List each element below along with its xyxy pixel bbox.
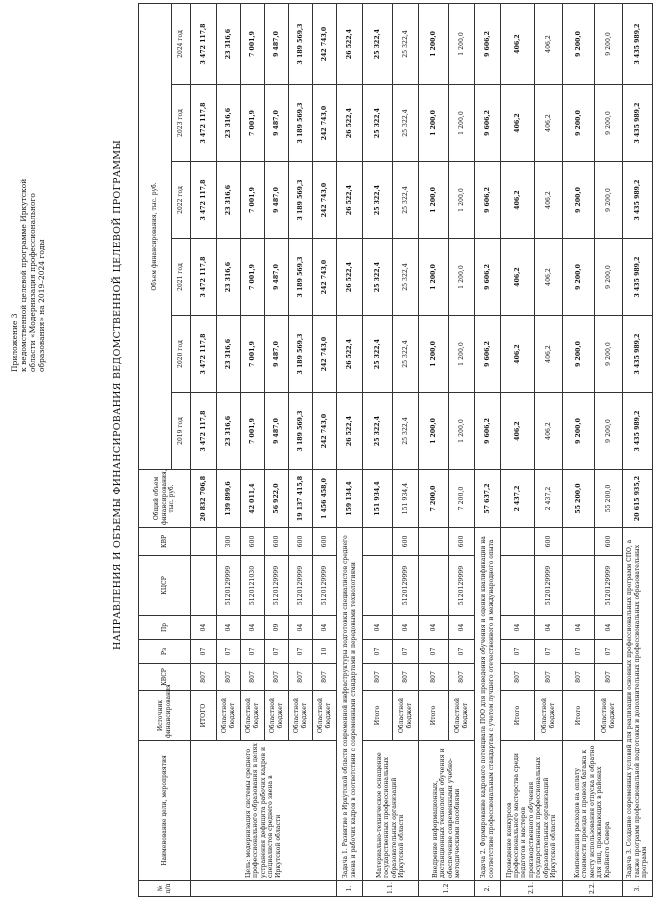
rz-cell: 07: [289, 640, 313, 664]
year-value-cell: 1 200,0: [419, 316, 449, 393]
pr-cell: 04: [191, 616, 217, 640]
year-value-cell: 406,2: [501, 316, 535, 393]
rz-cell: 10: [313, 640, 337, 664]
table-body: [191, 3, 653, 896]
year-value-cell: 9 487,0: [265, 239, 289, 316]
year-value-cell: 406,2: [535, 316, 563, 393]
year-value-cell: 25 322,4: [393, 85, 419, 162]
row-number: 2.1.: [501, 881, 563, 897]
kcsr-cell: 5120129999: [313, 556, 337, 616]
year-value-cell: 9 606,2: [475, 393, 501, 470]
total-cell: 159 134,4: [337, 470, 363, 528]
rz-cell: 07: [501, 640, 535, 664]
year-value-cell: 25 322,4: [363, 162, 393, 239]
source-cell: Итого: [501, 691, 535, 741]
total-cell: 57 637,2: [475, 470, 501, 528]
col-year-header: 2020 год: [172, 316, 191, 393]
row-number: 1.2: [419, 881, 475, 897]
kvr-cell: [563, 528, 595, 556]
year-value-cell: 242 743,0: [313, 239, 337, 316]
rz-cell: 07: [217, 640, 241, 664]
year-value-cell: 25 322,4: [363, 316, 393, 393]
year-value-cell: 26 522,4: [337, 316, 363, 393]
year-value-cell: 7 001,9: [241, 162, 265, 239]
kvr-cell: 600: [449, 528, 475, 556]
year-value-cell: 9 200,0: [595, 239, 623, 316]
year-value-cell: 3 435 989,2: [623, 162, 653, 239]
year-value-cell: 406,2: [501, 239, 535, 316]
pr-cell: 04: [501, 616, 535, 640]
kcsr-cell: 5120121030: [241, 556, 265, 616]
year-value-cell: 242 743,0: [313, 162, 337, 239]
year-value-cell: 23 316,6: [217, 3, 241, 84]
year-value-cell: 9 606,2: [475, 162, 501, 239]
row-number: 2.: [475, 881, 501, 897]
source-cell: Областной бюджет: [449, 691, 475, 741]
year-value-cell: 23 316,6: [217, 85, 241, 162]
year-value-cell: 406,2: [535, 239, 563, 316]
year-value-cell: 26 522,4: [337, 162, 363, 239]
row-number: 2.2.: [563, 881, 623, 897]
kcsr-cell: 5120129999: [595, 556, 623, 616]
kvr-cell: 300: [217, 528, 241, 556]
source-cell: Областной бюджет: [265, 691, 289, 741]
col-name-header: Наименование цели, мероприятия: [139, 741, 191, 881]
year-value-cell: 25 322,4: [393, 316, 419, 393]
appendix-line: области «Модернизация профессионального: [28, 193, 37, 372]
year-value-cell: 9 200,0: [563, 162, 595, 239]
year-value-cell: 9 606,2: [475, 239, 501, 316]
col-total-header: Общий объем финансирования, тыс. руб.: [139, 470, 191, 528]
year-value-cell: 242 743,0: [313, 393, 337, 470]
total-cell: 55 200,0: [563, 470, 595, 528]
year-value-cell: 3 435 989,2: [623, 393, 653, 470]
row-number: 1.1.: [363, 881, 419, 897]
year-value-cell: 3 189 569,3: [289, 162, 313, 239]
kcsr-cell: 5120129999: [449, 556, 475, 616]
activity-name: Внедрение информационных, дистанционных технологий обучения и обеспечение современными учебно-методическими пособиями: [419, 741, 475, 881]
total-cell: 1 456 458,0: [313, 470, 337, 528]
year-value-cell: 26 522,4: [337, 239, 363, 316]
kvsr-cell: 807: [289, 664, 313, 691]
year-value-cell: 406,2: [501, 3, 535, 84]
kvr-cell: 600: [535, 528, 563, 556]
task-row: [475, 3, 501, 896]
kcsr-cell: [563, 556, 595, 616]
total-cell: 151 934,4: [363, 470, 393, 528]
col-pr-header: Пр: [139, 616, 191, 640]
year-value-cell: 3 435 989,2: [623, 3, 653, 84]
col-by-year-header: Объем финансирования, тыс. руб.: [139, 3, 172, 469]
task-description: Задача 2. Формирование кадрового потенциала ПОО для проведения обучения и оценки квалификации на соответствие профессиональным стандартам с учетом лучшего отечественного и международного опыта: [475, 528, 501, 881]
task-row: [337, 3, 363, 896]
appendix-line: образования» на 2019–2024 годы: [37, 239, 46, 372]
task-row: [623, 3, 653, 896]
year-value-cell: 23 316,6: [217, 239, 241, 316]
year-value-cell: 1 200,0: [449, 85, 475, 162]
year-value-cell: 7 001,9: [241, 239, 265, 316]
total-cell: 42 011,4: [241, 470, 265, 528]
year-value-cell: 9 606,2: [475, 85, 501, 162]
row-number: 1.: [337, 881, 363, 897]
source-cell: Областной бюджет: [241, 691, 265, 741]
col-kvsr-header: КВСР: [139, 664, 191, 691]
year-value-cell: 406,2: [501, 393, 535, 470]
col-year-header: 2019 год: [172, 393, 191, 470]
total-cell: 7 200,0: [449, 470, 475, 528]
kvsr-cell: 807: [265, 664, 289, 691]
task-description: Задача 1. Развитие в Иркутской области современной инфраструктуры подготовки специалистов среднего звена и рабочих кадров в соответствии с современными стандартами и передовыми технологиями: [337, 528, 363, 881]
col-kvr-header: КВР: [139, 528, 191, 556]
kvsr-cell: 807: [363, 664, 393, 691]
pr-cell: 04: [419, 616, 449, 640]
kvr-cell: 600: [313, 528, 337, 556]
year-value-cell: 242 743,0: [313, 3, 337, 84]
year-value-cell: 23 316,6: [217, 162, 241, 239]
total-cell: 151 934,4: [393, 470, 419, 528]
col-year-header: 2021 год: [172, 239, 191, 316]
source-cell: Итого: [363, 691, 393, 741]
year-value-cell: 1 200,0: [449, 3, 475, 84]
source-cell: Итого: [419, 691, 449, 741]
year-value-cell: 9 200,0: [563, 393, 595, 470]
year-value-cell: 9 606,2: [475, 316, 501, 393]
pr-cell: 04: [449, 616, 475, 640]
year-value-cell: 9 487,0: [265, 393, 289, 470]
year-value-cell: 242 743,0: [313, 85, 337, 162]
year-value-cell: 1 200,0: [449, 316, 475, 393]
pr-cell: 04: [363, 616, 393, 640]
kcsr-cell: [501, 556, 535, 616]
total-cell: 139 899,6: [217, 470, 241, 528]
year-value-cell: 9 487,0: [265, 85, 289, 162]
year-value-cell: 406,2: [535, 393, 563, 470]
year-value-cell: 9 200,0: [563, 316, 595, 393]
kvsr-cell: 807: [241, 664, 265, 691]
year-value-cell: 7 001,9: [241, 393, 265, 470]
year-value-cell: 26 522,4: [337, 393, 363, 470]
kcsr-cell: 5120129999: [289, 556, 313, 616]
rz-cell: 07: [449, 640, 475, 664]
col-kcsr-header: КЦСР: [139, 556, 191, 616]
total-cell: 56 922,0: [265, 470, 289, 528]
year-value-cell: 25 322,4: [363, 239, 393, 316]
kvsr-cell: 807: [393, 664, 419, 691]
activity-name: Цель: модернизация системы среднего профессионального образования в целях устранения дефицита рабочих кадров и специалистов среднего звена в Иркутской области: [191, 741, 337, 881]
kcsr-cell: 5120129999: [217, 556, 241, 616]
pr-cell: 04: [289, 616, 313, 640]
source-cell: Областной бюджет: [313, 691, 337, 741]
year-value-cell: 1 200,0: [419, 162, 449, 239]
source-cell: ИТОГО: [191, 691, 217, 741]
source-cell: Областной бюджет: [289, 691, 313, 741]
kcsr-cell: 5120129999: [393, 556, 419, 616]
kvsr-cell: 807: [313, 664, 337, 691]
year-value-cell: 406,2: [535, 162, 563, 239]
source-cell: Областной бюджет: [595, 691, 623, 741]
kvr-cell: [419, 528, 449, 556]
kvr-cell: [363, 528, 393, 556]
activity-name: Материально-техническое оснащение государственных профессиональных образовательных организаций Иркутской области: [363, 741, 419, 881]
year-value-cell: 3 189 569,3: [289, 393, 313, 470]
kvr-cell: 600: [393, 528, 419, 556]
year-value-cell: 3 435 989,2: [623, 239, 653, 316]
source-cell: Областной бюджет: [535, 691, 563, 741]
year-value-cell: 9 200,0: [595, 3, 623, 84]
pr-cell: 04: [595, 616, 623, 640]
year-value-cell: 9 200,0: [563, 3, 595, 84]
year-value-cell: 25 322,4: [363, 393, 393, 470]
year-value-cell: 3 435 989,2: [623, 316, 653, 393]
source-cell: Областной бюджет: [217, 691, 241, 741]
year-value-cell: 9 487,0: [265, 316, 289, 393]
year-value-cell: 1 200,0: [419, 85, 449, 162]
kcsr-cell: [363, 556, 393, 616]
rz-cell: 07: [191, 640, 217, 664]
document-title: НАПРАВЛЕНИЯ И ОБЪЕМЫ ФИНАНСИРОВАНИЯ ВЕДОМСТВЕННОЙ ЦЕЛЕВОЙ ПРОГРАММЫ: [112, 140, 123, 650]
year-value-cell: 9 200,0: [595, 393, 623, 470]
year-value-cell: 1 200,0: [419, 239, 449, 316]
kvr-cell: 600: [289, 528, 313, 556]
year-value-cell: 3 189 569,3: [289, 239, 313, 316]
year-value-cell: 3 189 569,3: [289, 316, 313, 393]
kcsr-cell: 5120129999: [265, 556, 289, 616]
kvr-cell: [501, 528, 535, 556]
kcsr-cell: 5120129999: [535, 556, 563, 616]
year-value-cell: 9 200,0: [595, 162, 623, 239]
year-value-cell: 3 189 569,3: [289, 85, 313, 162]
year-value-cell: 9 200,0: [595, 85, 623, 162]
year-value-cell: 7 001,9: [241, 85, 265, 162]
year-value-cell: 242 743,0: [313, 316, 337, 393]
table-header: [139, 3, 191, 896]
year-value-cell: 25 322,4: [363, 85, 393, 162]
col-year-header: 2023 год: [172, 85, 191, 162]
pr-cell: 04: [535, 616, 563, 640]
year-value-cell: 26 522,4: [337, 85, 363, 162]
year-value-cell: 3 472 117,8: [191, 239, 217, 316]
kvsr-cell: 807: [191, 664, 217, 691]
kvsr-cell: 807: [217, 664, 241, 691]
year-value-cell: 9 200,0: [563, 239, 595, 316]
year-value-cell: 406,2: [501, 85, 535, 162]
pr-cell: 04: [563, 616, 595, 640]
appendix-line: Приложение 3: [10, 313, 19, 372]
financing-table: [138, 3, 653, 897]
pr-cell: 04: [393, 616, 419, 640]
year-value-cell: 3 189 569,3: [289, 3, 313, 84]
year-value-cell: 3 472 117,8: [191, 85, 217, 162]
year-value-cell: 1 200,0: [449, 162, 475, 239]
year-value-cell: 7 001,9: [241, 316, 265, 393]
table-row: [501, 3, 535, 896]
total-cell: 20 832 706,8: [191, 470, 217, 528]
year-value-cell: 25 322,4: [393, 162, 419, 239]
kvsr-cell: 807: [535, 664, 563, 691]
year-value-cell: 406,2: [501, 162, 535, 239]
kvsr-cell: 807: [449, 664, 475, 691]
col-source-header: Источник финансирования: [139, 691, 191, 741]
row-number: 3.: [623, 881, 653, 897]
rz-cell: 07: [535, 640, 563, 664]
row-number: [191, 881, 337, 897]
pr-cell: 04: [313, 616, 337, 640]
kvsr-cell: 807: [419, 664, 449, 691]
total-cell: 2 437,2: [535, 470, 563, 528]
kcsr-cell: [419, 556, 449, 616]
rz-cell: 07: [563, 640, 595, 664]
appendix-header: [10, 72, 46, 372]
year-value-cell: 9 606,2: [475, 3, 501, 84]
rz-cell: 07: [363, 640, 393, 664]
kvr-cell: [191, 528, 217, 556]
source-cell: Областной бюджет: [393, 691, 419, 741]
total-cell: 20 615 935,2: [623, 470, 653, 528]
year-value-cell: 25 322,4: [393, 393, 419, 470]
year-value-cell: 9 200,0: [595, 316, 623, 393]
source-cell: Итого: [563, 691, 595, 741]
total-cell: 55 200,0: [595, 470, 623, 528]
year-value-cell: 25 322,4: [363, 3, 393, 84]
table-row: [563, 3, 595, 896]
pr-cell: 09: [265, 616, 289, 640]
col-year-header: 2022 год: [172, 162, 191, 239]
year-value-cell: 9 200,0: [563, 85, 595, 162]
year-value-cell: 3 472 117,8: [191, 162, 217, 239]
year-value-cell: 23 316,6: [217, 393, 241, 470]
kvr-cell: 600: [265, 528, 289, 556]
year-value-cell: 406,2: [535, 3, 563, 84]
total-cell: 7 200,0: [419, 470, 449, 528]
table-row: [419, 3, 449, 896]
rz-cell: 07: [393, 640, 419, 664]
year-value-cell: 406,2: [535, 85, 563, 162]
year-value-cell: 3 472 117,8: [191, 393, 217, 470]
rz-cell: 07: [419, 640, 449, 664]
year-value-cell: 25 322,4: [393, 3, 419, 84]
table-row: [191, 3, 217, 896]
rz-cell: 07: [241, 640, 265, 664]
col-num-header: № п/п: [139, 881, 191, 897]
appendix-line: к ведомственной целевой программе Иркутской: [19, 178, 28, 372]
year-value-cell: 3 435 989,2: [623, 85, 653, 162]
kvr-cell: 600: [241, 528, 265, 556]
rz-cell: 07: [265, 640, 289, 664]
pr-cell: 04: [241, 616, 265, 640]
year-value-cell: 9 487,0: [265, 3, 289, 84]
year-value-cell: 23 316,6: [217, 316, 241, 393]
total-cell: 2 437,2: [501, 470, 535, 528]
activity-name: Проведение конкурсов профессионального мастерства среди педагогов и мастеров производственного обучения государственных профессиональных образовательных организаций Иркутской области: [501, 741, 563, 881]
total-cell: 19 137 415,8: [289, 470, 313, 528]
year-value-cell: 26 522,4: [337, 3, 363, 84]
kvr-cell: 600: [595, 528, 623, 556]
year-value-cell: 25 322,4: [393, 239, 419, 316]
year-value-cell: 7 001,9: [241, 3, 265, 84]
year-value-cell: 3 472 117,8: [191, 316, 217, 393]
col-rz-header: Рз: [139, 640, 191, 664]
kvsr-cell: 807: [595, 664, 623, 691]
rz-cell: 07: [595, 640, 623, 664]
year-value-cell: 1 200,0: [449, 239, 475, 316]
year-value-cell: 1 200,0: [419, 393, 449, 470]
year-value-cell: 1 200,0: [419, 3, 449, 84]
year-value-cell: 1 200,0: [449, 393, 475, 470]
kcsr-cell: [191, 556, 217, 616]
pr-cell: 04: [217, 616, 241, 640]
kvsr-cell: 807: [563, 664, 595, 691]
year-value-cell: 9 487,0: [265, 162, 289, 239]
year-value-cell: 3 472 117,8: [191, 3, 217, 84]
task-description: Задача 3. Создание современных условий для реализации основных профессиональных программ СПО, а также программ профессиональной подготовки и дополнительных профессиональных образовательных программ: [623, 528, 653, 881]
kvsr-cell: 807: [501, 664, 535, 691]
col-year-header: 2024 год: [172, 3, 191, 84]
table-row: [363, 3, 393, 896]
activity-name: Компенсация расходов на оплату стоимости проезда и провоза багажа к месту использования отпуска и обратно для лиц, проживающих в районах Крайнего Севера: [563, 741, 623, 881]
